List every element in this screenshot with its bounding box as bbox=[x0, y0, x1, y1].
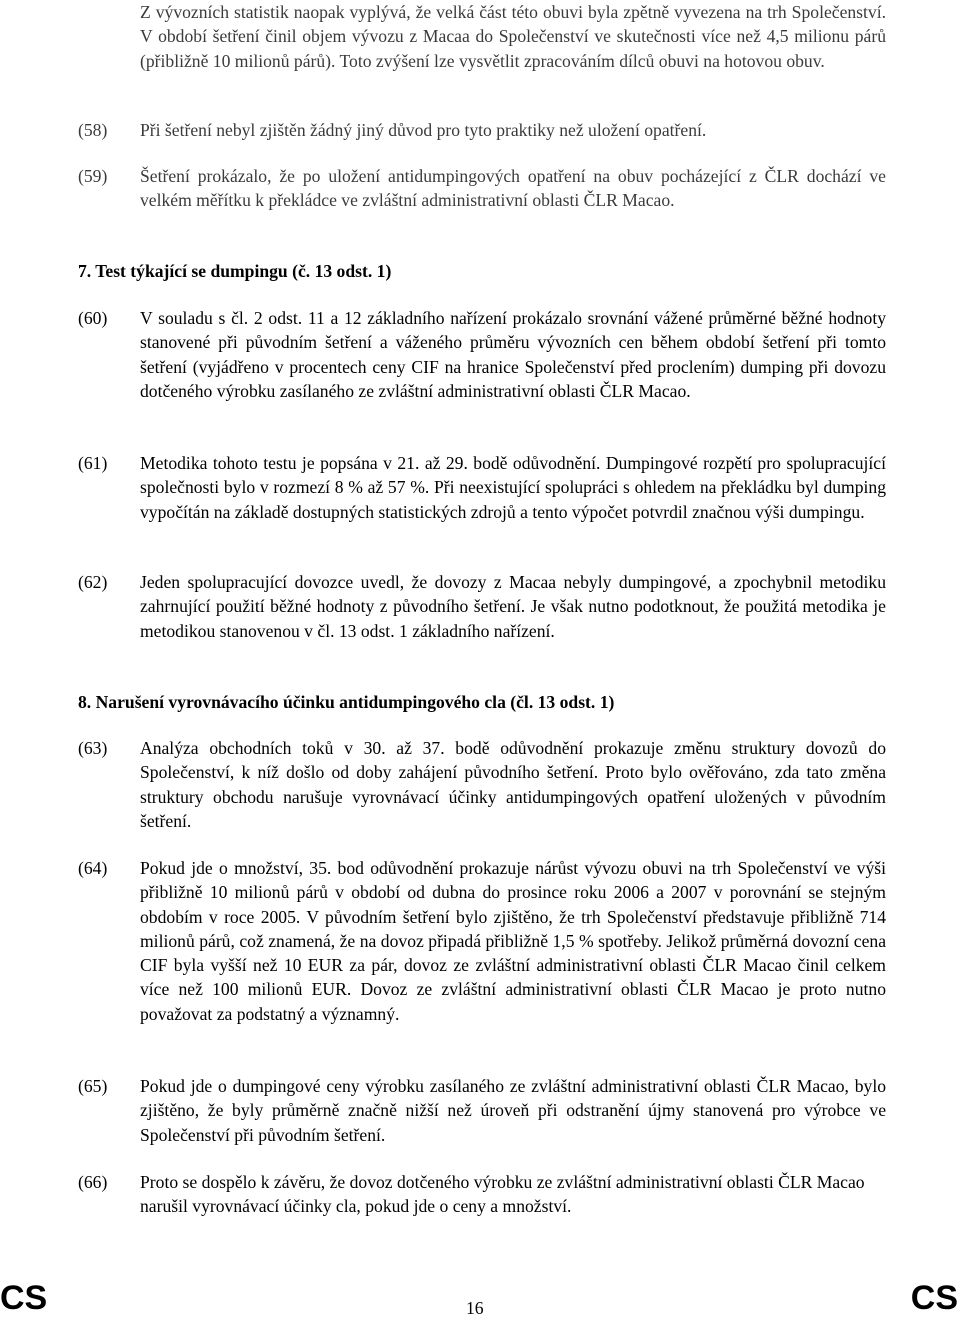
paragraph-text: Jeden spolupracující dovozce uvedl, že dovozy z Macaa nebyly dumpingové, a zpochybnil metodiku zahrnující použití běžné hodnoty z původního šetření. Je však nutno podotknout, že použitá metodika je metodikou stanovenou v čl. 13 odst. 1 základního nařízení. bbox=[140, 572, 886, 641]
paragraph-number: (63) bbox=[78, 738, 108, 758]
paragraph-number: (60) bbox=[78, 308, 108, 328]
paragraph-60 bbox=[78, 306, 886, 403]
paragraph-number: (64) bbox=[78, 858, 108, 878]
paragraph-58 bbox=[78, 118, 886, 142]
paragraph-59 bbox=[78, 164, 886, 213]
paragraph-text: Pokud jde o dumpingové ceny výrobku zasílaného ze zvláštní administrativní oblasti ČLR Macao, bylo zjištěno, že byly průměrně značně nižší než úroveň při odstranění újmy stanovená pro výrobce ve Společenství při původním šetření. bbox=[140, 1076, 886, 1145]
paragraph-text: Šetření prokázalo, že po uložení antidumpingových opatření na obuv pocházející z ČLR dochází ve velkém měřítku k překládce ve zvláštní administrativní oblasti ČLR Macao. bbox=[140, 166, 886, 211]
paragraph-number: (58) bbox=[78, 120, 108, 140]
paragraph-text: Pokud jde o množství, 35. bod odůvodnění prokazuje nárůst vývozu obuvi na trh Společenství ve výši přibližně 10 milionů párů v období od dubna do prosince roku 2006 a 2007 v porovnání se stejným obdobím v roce 2005. V původním šetření bylo zjištěno, že trh Společenství představuje přibližně 714 milionů párů, což znamená, že na dovoz připadá přibližně 1,5 % spotřeby. Jelikož průměrná dovozní cena CIF byla vyšší než 10 EUR za pár, dovoz ze zvláštní administrativní oblasti ČLR Macao činil celkem více než 100 milionů EUR. Dovoz ze zvláštní administrativní oblasti ČLR Macao je proto nutno považovat za podstatný a významný. bbox=[140, 858, 886, 1024]
paragraph-number: (61) bbox=[78, 453, 108, 473]
paragraph-text: Z vývozních statistik naopak vyplývá, že velká část této obuvi byla zpětně vyvezena na trh Společenství. V období šetření činil objem vývozu z Macaa do Společenství ve skutečnosti více než 4,5 milionu párů (přibližně 10 milionů párů). Toto zvýšení lze vysvětlit zpracováním dílců obuvi na hotovou obuv. bbox=[140, 2, 886, 71]
language-mark-right: CS bbox=[910, 1279, 958, 1317]
section-heading-8: 8. Narušení vyrovnávacího účinku antidumpingového cla (čl. 13 odst. 1) bbox=[78, 692, 615, 712]
paragraph-number: (65) bbox=[78, 1076, 108, 1096]
paragraph-63 bbox=[78, 736, 886, 833]
paragraph-number: (62) bbox=[78, 572, 108, 592]
paragraph-62 bbox=[78, 570, 886, 643]
paragraph-64 bbox=[78, 856, 886, 1026]
paragraph-text: Při šetření nebyl zjištěn žádný jiný důvod pro tyto praktiky než uložení opatření. bbox=[140, 120, 707, 140]
paragraph-text: Metodika tohoto testu je popsána v 21. až 29. bodě odůvodnění. Dumpingové rozpětí pro spolupracující společnosti bylo v rozmezí 8 % až 57 %. Při neexistující spolupráci s ohledem na překládku byl dumping vypočítán na základě dostupných statistických zdrojů a tento výpočet potvrdil značnou výši dumpingu. bbox=[140, 453, 886, 522]
paragraph-61 bbox=[78, 451, 886, 524]
paragraph-text: Proto se dospělo k závěru, že dovoz dotčeného výrobku ze zvláštní administrativní oblasti ČLR Macao narušil vyrovnávací účinky cla, pokud jde o ceny a množství. bbox=[140, 1172, 865, 1217]
page-number: 16 bbox=[466, 1298, 484, 1318]
paragraph-number: (59) bbox=[78, 166, 108, 186]
paragraph-65 bbox=[78, 1074, 886, 1147]
paragraph-number: (66) bbox=[78, 1172, 108, 1192]
language-mark-left: CS bbox=[0, 1279, 48, 1317]
paragraph-text: Analýza obchodních toků v 30. až 37. bodě odůvodnění prokazuje změnu struktury dovozů do Společenství, k níž došlo od doby zahájení původního šetření. Proto bylo ověřováno, zda tato změna struktury obchodu narušuje vyrovnávací účinky antidumpingových opatření uložených v původním šetření. bbox=[140, 738, 886, 831]
section-heading-7: 7. Test týkající se dumpingu (č. 13 odst. 1) bbox=[78, 261, 392, 281]
intro-paragraph bbox=[78, 0, 886, 73]
paragraph-text: V souladu s čl. 2 odst. 11 a 12 základního nařízení prokázalo srovnání vážené průměrné běžné hodnoty stanovené při původním šetření a váženého průměru vývozních cen během období šetření při tomto šetření (vyjádřeno v procentech ceny CIF na hranice Společenství před proclením) dumping při dovozu dotčeného výrobku zasílaného ze zvláštní administrativní oblasti ČLR Macao. bbox=[140, 308, 886, 401]
paragraph-66 bbox=[78, 1170, 886, 1219]
